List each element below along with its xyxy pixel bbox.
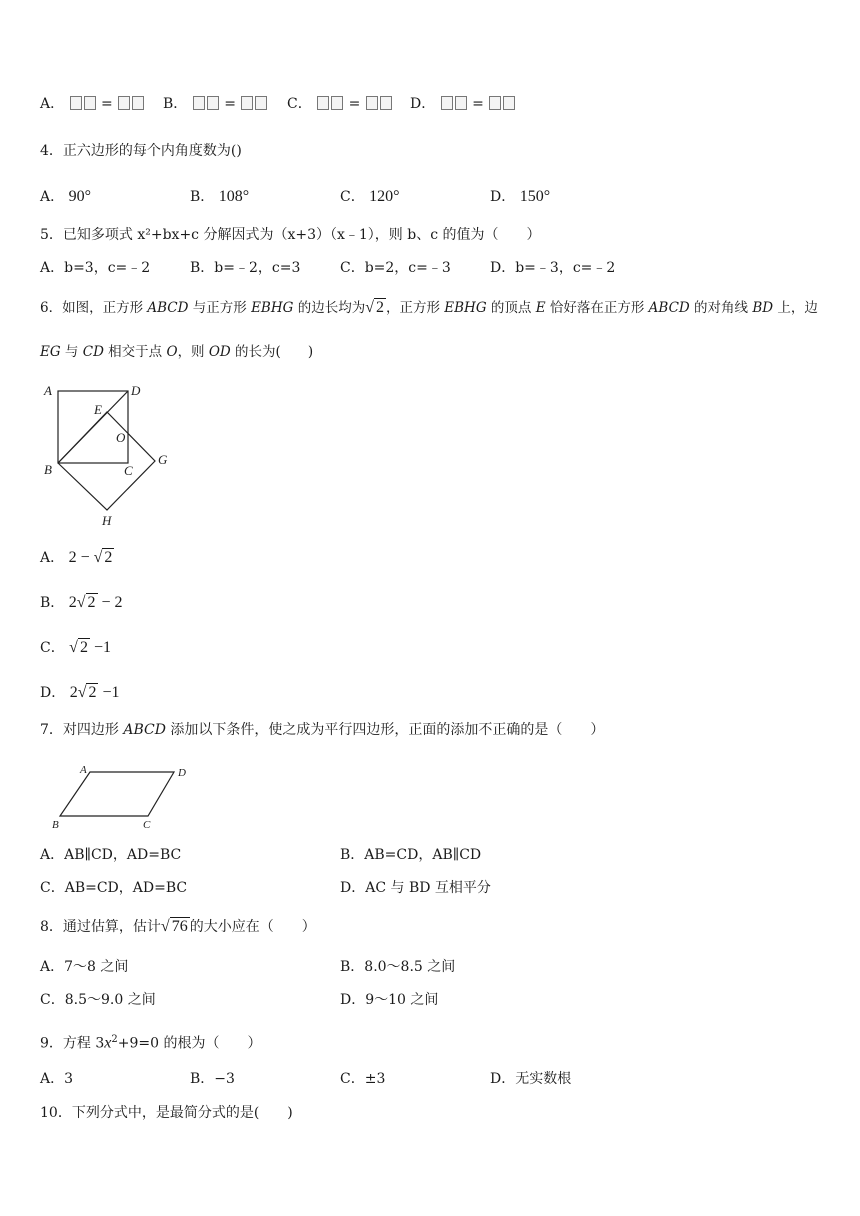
q8-option-a: A．7～8 之间	[40, 959, 129, 975]
label-d: D	[131, 383, 141, 398]
sqrt-symbol: √ 2	[77, 684, 97, 701]
sqrt-symbol: √ 2	[365, 299, 384, 316]
q8-option-c: C．8.5～9.0 之间	[40, 992, 156, 1008]
label-b: B	[52, 819, 59, 831]
q4-option-a: A． 90°	[40, 188, 91, 205]
parallelogram-abcd	[60, 772, 174, 816]
label-e: E	[94, 402, 102, 417]
q3-option-c: C． =	[287, 94, 393, 114]
q5-option-b: B．b=﹣2，c=3	[190, 260, 301, 276]
q4-option-c: C． 120°	[340, 188, 400, 205]
q7-option-d: D．AC 与 BD 互相平分	[340, 880, 491, 896]
square-ebhg	[58, 412, 155, 510]
label-c: C	[143, 819, 151, 831]
label-o: O	[116, 430, 126, 445]
label-a: A	[80, 764, 87, 776]
q3-option-d: D． =	[410, 94, 516, 114]
q7-option-b: B．AB=CD，AB∥CD	[340, 847, 482, 863]
q8-option-d: D．9～10 之间	[340, 992, 439, 1008]
q6-option-a: A． 2 − √ 2	[40, 549, 113, 566]
q5-stem: 5．已知多项式 x²+bx+c 分解因式为（x+3）（x﹣1），则 b、c 的值为（ ）	[40, 227, 541, 243]
label-g: G	[158, 452, 168, 467]
q6-option-b: B． 2√ 2 − 2	[40, 594, 123, 611]
label-h: H	[102, 513, 112, 528]
q5-option-a: A．b=3，c=﹣2	[40, 260, 151, 276]
label-d: D	[178, 767, 186, 779]
label-b: B	[44, 462, 52, 477]
q3-option-b: B． =	[163, 94, 268, 114]
sqrt-symbol: √ 2	[93, 549, 113, 566]
placeholder-glyph-icon: =	[440, 96, 517, 112]
q7-stem: 7．对四边形 ABCD 添加以下条件，使之成为平行四边形，正面的添加不正确的是（ ）	[40, 722, 605, 738]
q9-option-a: A．3	[40, 1071, 74, 1087]
q8-option-b: B．8.0～8.5 之间	[340, 959, 456, 975]
label-a: A	[44, 383, 52, 398]
placeholder-glyph-icon: =	[192, 96, 269, 112]
q9-option-d: D．无实数根	[490, 1071, 572, 1087]
q8-stem: 8．通过估算，估计√ 76 的大小应在（ ）	[40, 918, 316, 935]
sqrt-symbol: √ 2	[69, 639, 88, 656]
q5-option-c: C．b=2，c=﹣3	[340, 260, 451, 276]
sqrt-symbol: √ 2	[76, 594, 96, 611]
placeholder-glyph-icon: =	[316, 96, 393, 112]
q4-option-b: B． 108°	[190, 188, 250, 205]
q9-option-b: B．−3	[190, 1071, 235, 1087]
q6-option-d: D． 2√ 2 −1	[40, 684, 120, 701]
q10-stem: 10．下列分式中，是最简分式的是( )	[40, 1105, 293, 1121]
q4-stem: 4．正六边形的每个内角度数为()	[40, 143, 242, 159]
q7-option-a: A．AB∥CD，AD=BC	[40, 847, 182, 863]
q6-figure	[38, 378, 178, 528]
q5-option-d: D．b=﹣3，c=﹣2	[490, 260, 616, 276]
q6-option-c: C． √ 2 −1	[40, 639, 111, 656]
q4-option-d: D． 150°	[490, 188, 551, 205]
label-c: C	[124, 463, 133, 478]
q9-option-c: C．±3	[340, 1071, 386, 1087]
q9-stem: 9．方程 $3x^2+9=0$ 的根为（ ）	[40, 1034, 262, 1052]
q7-figure	[48, 762, 198, 834]
q3-option-a: A． =	[40, 94, 145, 114]
q7-option-c: C．AB=CD，AD=BC	[40, 880, 188, 896]
sqrt-symbol: √ 76	[160, 918, 188, 935]
q6-stem-line1: 6．如图，正方形 ABCD 与正方形 EBHG 的边长均为√ 2 ，正方形 EBHG 的顶点 E 恰好落在正方形 ABCD 的对角线 BD 上，边	[40, 299, 818, 316]
q6-stem-line2: EG 与 CD 相交于点 O，则 OD 的长为( )	[40, 344, 314, 360]
placeholder-glyph-icon: =	[69, 96, 146, 112]
